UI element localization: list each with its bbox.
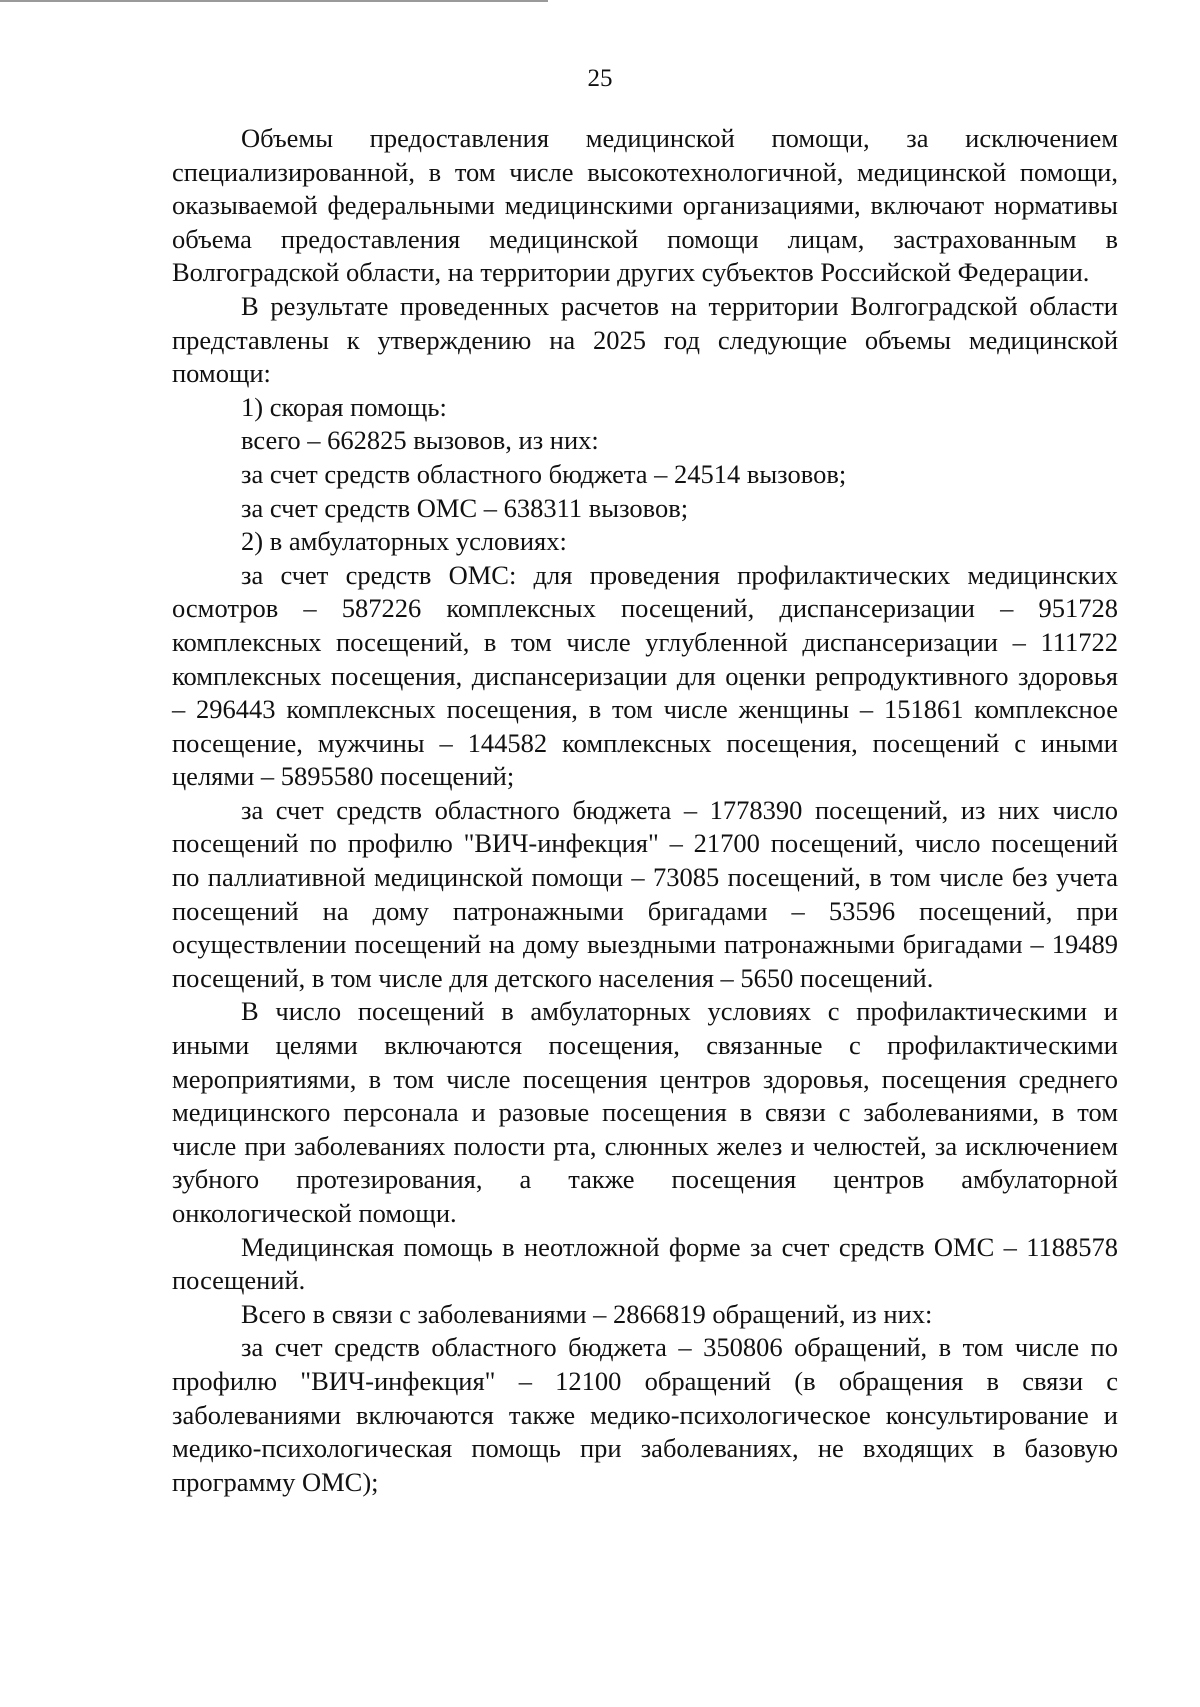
list-item-ambulance-regional-budget: за счет средств областного бюджета – 24514 вызовов; [241,458,847,489]
paragraph-outpatient-regional-budget: за счет средств областного бюджета – 1778390 посещений, из них число посещений по профилю "ВИЧ-инфекция" – 21700 посещений, число посещений по паллиативной медицинской помощи – 73085 посещений, в том числе без учета посещений на дому патронажными бригадами – 53596 посещений, при осуществлении посещений на дому выездными патронажными бригадами – 19489 посещений, в том числе для детского населения – 5650 посещений. [172,794,1118,993]
document-body [172,122,1118,1499]
paragraph-calculation-results: В результате проведенных расчетов на территории Волгоградской области представлены к утверждению на 2025 год следующие объемы медицинской помощи: [172,290,1118,389]
paragraph-outpatient-oms: за счет средств ОМС: для проведения профилактических медицинских осмотров – 587226 комплексных посещений, диспансеризации – 951728 комплексных посещений, в том числе углубленной диспансеризации – 111722 комплексных посещения, диспансеризации для оценки репродуктивного здоровья – 296443 комплексных посещения, в том числе женщины – 151861 комплексное посещение, мужчины – 144582 комплексных посещения, посещений с иными целями – 5895580 посещений; [172,559,1118,792]
paragraph-visits-inclusion: В число посещений в амбулаторных условиях с профилактическими и иными целями включаются посещения, связанные с профилактическими мероприятиями, в том числе посещения центров здоровья, посещения среднего медицинского персонала и разовые посещения в связи с заболеваниями, в том числе при заболеваниях полости рта, слюнных желез и челюстей, за исключением зубного протезирования, а также посещения центров амбулаторной онкологической помощи. [172,996,1118,1228]
top-scan-edge [0,0,548,2]
list-item-ambulance-oms: за счет средств ОМС – 638311 вызовов; [241,492,689,523]
paragraph-volumes-intro: Объемы предоставления медицинской помощи, за исключением специализированной, в том числе высокотехнологичной, медицинской помощи, оказываемой федеральными медицинскими организациями, включают нормативы объема предоставления медицинской помощи лицам, застрахованным в Волгоградской области, на территории других субъектов Российской Федерации. [172,123,1118,288]
paragraph-emergency-care: Медицинская помощь в неотложной форме за счет средств ОМС – 1188578 посещений. [172,1231,1118,1296]
list-item-ambulance: 1) скорая помощь: [241,391,447,422]
list-item-outpatient: 2) в амбулаторных условиях: [241,526,567,557]
page-number: 25 [587,65,613,92]
paragraph-disease-total: Всего в связи с заболеваниями – 2866819 обращений, из них: [241,1298,933,1329]
paragraph-disease-regional-budget: за счет средств областного бюджета – 350806 обращений, в том числе по профилю "ВИЧ-инфекция" – 12100 обращений (в обращения в связи с заболеваниями включаются также медико-психологическое консультирование и медико-психологическая помощь при заболеваниях, не входящих в базовую программу ОМС); [172,1332,1118,1497]
list-item-ambulance-total: всего – 662825 вызовов, из них: [241,425,599,456]
